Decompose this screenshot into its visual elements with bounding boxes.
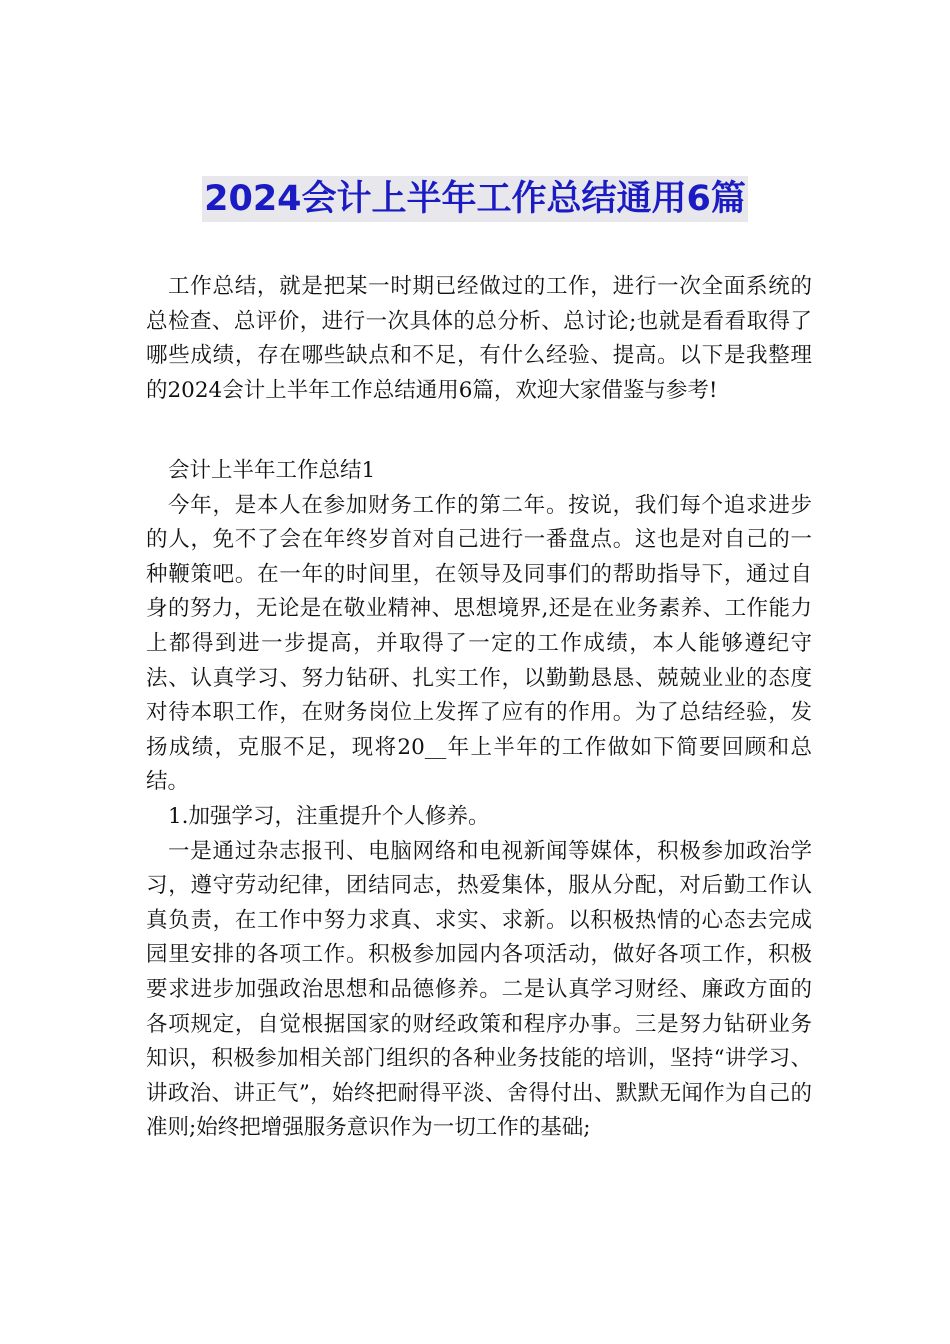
body-paragraph: 今年，是本人在参加财务工作的第二年。按说，我们每个追求进步的人，免不了会在年终岁首对自己进行一番盘点。这也是对自己的一种鞭策吧。在一年的时间里，在领导及同事们的帮助指导下，通过自身的努力，无论是在敬业精神、思想境界,还是在业务素养、工作能力上都得到进一步提高，并取得了一定的工作成绩，本人能够遵纪守法、认真学习、努力钻研、扎实工作，以勤勤恳恳、兢兢业业的态度对待本职工作，在财务岗位上发挥了应有的作用。为了总结经验，发扬成绩，克服不足，现将20__年上半年的工作做如下简要回顾和总结。 xyxy=(146,492,812,795)
document-title: 2024会计上半年工作总结通用6篇 xyxy=(202,176,748,222)
intro-paragraph: 工作总结，就是把某一时期已经做过的工作，进行一次全面系统的总检查、总评价，进行一次具体的总分析、总讨论;也就是看看取得了哪些成绩，存在哪些缺点和不足，有什么经验、提高。以下是我整理的2024会计上半年工作总结通用6篇，欢迎大家借鉴与参考! xyxy=(146,274,812,403)
section-heading: 会计上半年工作总结1 xyxy=(168,458,376,483)
subheading-paragraph: 1.加强学习，注重提升个人修养。 xyxy=(168,803,490,829)
body-paragraph: 一是通过杂志报刊、电脑网络和电视新闻等媒体，积极参加政治学习，遵守劳动纪律，团结同志，热爱集体，服从分配，对后勤工作认真负责，在工作中努力求真、求实、求新。以积极热情的心态去完成园里安排的各项工作。积极参加园内各项活动，做好各项工作，积极要求进步加强政治思想和品德修养。二是认真学习财经、廉政方面的各项规定，自觉根据国家的财经政策和程序办事。三是努力钻研业务知识，积极参加相关部门组织的各种业务技能的培训，坚持“讲学习、讲政治、讲正气”，始终把耐得平淡、舍得付出、默默无闻作为自己的准则;始终把增强服务意识作为一切工作的基础; xyxy=(146,838,812,1141)
title-container xyxy=(0,176,950,222)
intro-block xyxy=(146,270,812,408)
section-block xyxy=(146,454,812,1146)
